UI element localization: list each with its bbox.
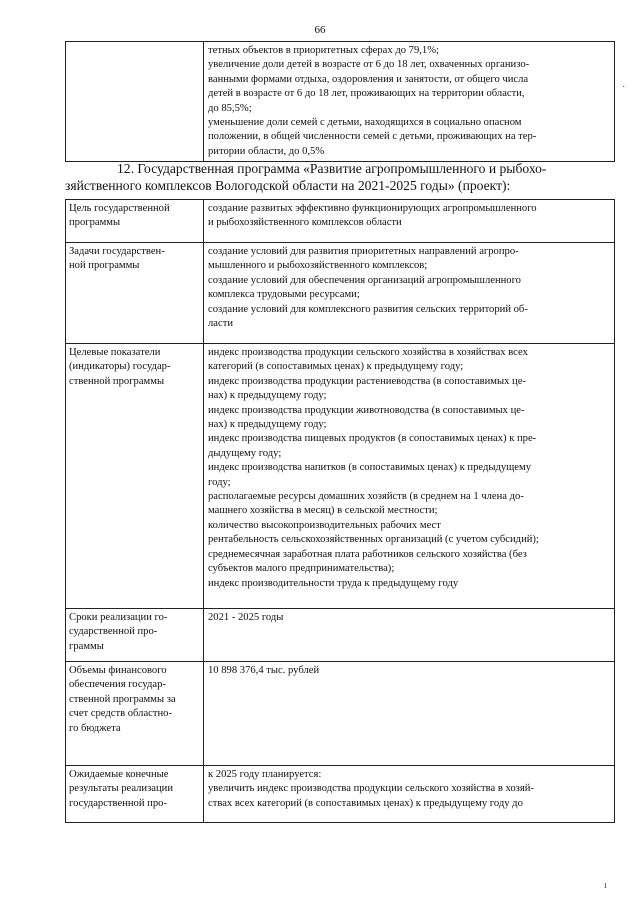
margin-mark: · — [622, 82, 626, 93]
text-line: 2021 - 2025 годы — [208, 612, 284, 623]
text-line: располагаемые ресурсы домашних хозяйств (в среднем на 1 члена до- — [208, 491, 524, 503]
text-line: индекс производства продукции сельского хозяйства в хозяйствах всех — [208, 347, 528, 358]
text-line: до 85,5%; — [208, 102, 252, 114]
label-line: Цель государственной — [69, 203, 170, 214]
text-line: комплекса трудовыми ресурсами; — [208, 289, 360, 301]
text-line: тетных объектов в приоритетных сферах до 79,1%; — [208, 45, 439, 56]
continuation-content-cell — [204, 42, 615, 162]
label-line: государственной про- — [69, 797, 167, 809]
text-line: году; — [208, 476, 231, 488]
row-label-indicators — [66, 344, 204, 609]
label-line: ственной программы за — [69, 693, 176, 705]
text-line: создание условий для развития приоритетных направлений агропро- — [208, 246, 519, 257]
continuation-table — [65, 41, 615, 162]
text-line: уменьшение доли семей с детьми, находящихся в социально опасном — [208, 117, 522, 129]
label-line: обеспечения государ- — [69, 679, 166, 691]
text-line: индекс производительности труда к предыдущему году — [208, 577, 459, 589]
text-line: индекс производства пищевых продуктов (в сопоставимых ценах) к пре- — [208, 433, 537, 445]
section-heading — [65, 160, 614, 194]
text-line: создание условий для обеспечения организаций агропромышленного — [208, 274, 521, 286]
text-line: индекс производства продукции растениеводства (в сопоставимых це- — [208, 375, 526, 387]
program-passport-table — [65, 199, 615, 823]
text-line: мышленного и рыбохозяйственного комплексов; — [208, 260, 428, 272]
row-content-financing — [204, 662, 615, 766]
label-line: Целевые показатели — [69, 347, 161, 358]
label-line: результаты реализации — [69, 783, 173, 795]
text-line: ствах всех категорий (в сопоставимых ценах) к предыдущему году до — [208, 797, 523, 809]
label-line: Объемы финансового — [69, 665, 167, 676]
text-line: количество высокопроизводительных рабочих мест — [208, 519, 441, 531]
text-line: увеличить индекс производства продукции сельского хозяйства в хозяй- — [208, 783, 534, 795]
text-line: положении, в общей численности семей с детьми, проживающих на тер- — [208, 131, 537, 143]
text-line: ванными формами отдыха, оздоровления и занятости, от общего числа — [208, 73, 529, 85]
table-row — [66, 662, 615, 766]
label-line: Ожидаемые конечные — [69, 769, 169, 780]
text-line: ласти — [208, 318, 233, 330]
text-line: индекс производства продукции животноводства (в сопоставимых це- — [208, 404, 525, 416]
text-line: индекс производства напитков (в сопоставимых ценах) к предыдущему — [208, 462, 531, 474]
text-line: увеличение доли детей в возрасте от 6 до 18 лет, охваченных организо- — [208, 59, 530, 71]
label-line: счет средств областно- — [69, 708, 172, 720]
text-line: и рыбохозяйственного комплексов области — [208, 217, 402, 229]
label-line: го бюджета — [69, 722, 121, 734]
table-row — [66, 609, 615, 662]
text-line: субъектов малого предпринимательства); — [208, 563, 395, 575]
text-line: нах) к предыдущему году; — [208, 419, 327, 431]
text-line: 10 898 376,4 тыс. рублей — [208, 665, 320, 676]
table-row — [66, 344, 615, 609]
label-line: программы — [69, 217, 121, 229]
row-content-results — [204, 766, 615, 823]
text-line: ритории области, до 0,5% — [208, 145, 325, 157]
row-label-financing — [66, 662, 204, 766]
label-line: сударственной про- — [69, 626, 158, 638]
row-label-terms — [66, 609, 204, 662]
table-row — [66, 766, 615, 823]
row-label-goal — [66, 200, 204, 243]
text-line: среднемесячная заработная плата работников сельского хозяйства (без — [208, 548, 527, 560]
text-line: дыдущему году; — [208, 447, 282, 459]
row-content-tasks — [204, 243, 615, 344]
continuation-label-cell — [66, 42, 204, 162]
text-line: категорий (в сопоставимых ценах) к предыдущему году; — [208, 361, 464, 373]
row-content-terms — [204, 609, 615, 662]
text-line: рентабельность сельскохозяйственных организаций (с учетом субсидий); — [208, 534, 539, 546]
heading-line: 12. Государственная программа «Развитие агропромышленного и рыбохо- — [117, 161, 547, 176]
heading-line: зяйственного комплексов Вологодской области на 2021-2025 годы» (проект): — [65, 178, 511, 193]
row-content-goal — [204, 200, 615, 243]
table-row — [66, 42, 615, 162]
label-line: Сроки реализации го- — [69, 612, 168, 623]
text-line: детей в возрасте от 6 до 18 лет, проживающих на территории области, — [208, 88, 525, 100]
text-line: машнего хозяйства в месяц) в сельской местности; — [208, 505, 438, 517]
row-label-results — [66, 766, 204, 823]
text-line: нах) к предыдущему году; — [208, 390, 327, 402]
row-label-tasks — [66, 243, 204, 344]
text-line: создание развитых эффективно функционирующих агропромышленного — [208, 203, 537, 214]
label-line: Задачи государствен- — [69, 246, 165, 257]
text-line: к 2025 году планируется: — [208, 769, 322, 780]
label-line: ственной программы — [69, 375, 165, 387]
table-row — [66, 200, 615, 243]
label-line: ной программы — [69, 260, 140, 272]
margin-mark: ı — [604, 880, 607, 891]
label-line: граммы — [69, 640, 104, 652]
row-content-indicators — [204, 344, 615, 609]
page-number: 66 — [314, 24, 326, 36]
text-line: создание условий для комплексного развития сельских территорий об- — [208, 303, 528, 315]
table-row — [66, 243, 615, 344]
label-line: (индикаторы) государ- — [69, 361, 171, 373]
